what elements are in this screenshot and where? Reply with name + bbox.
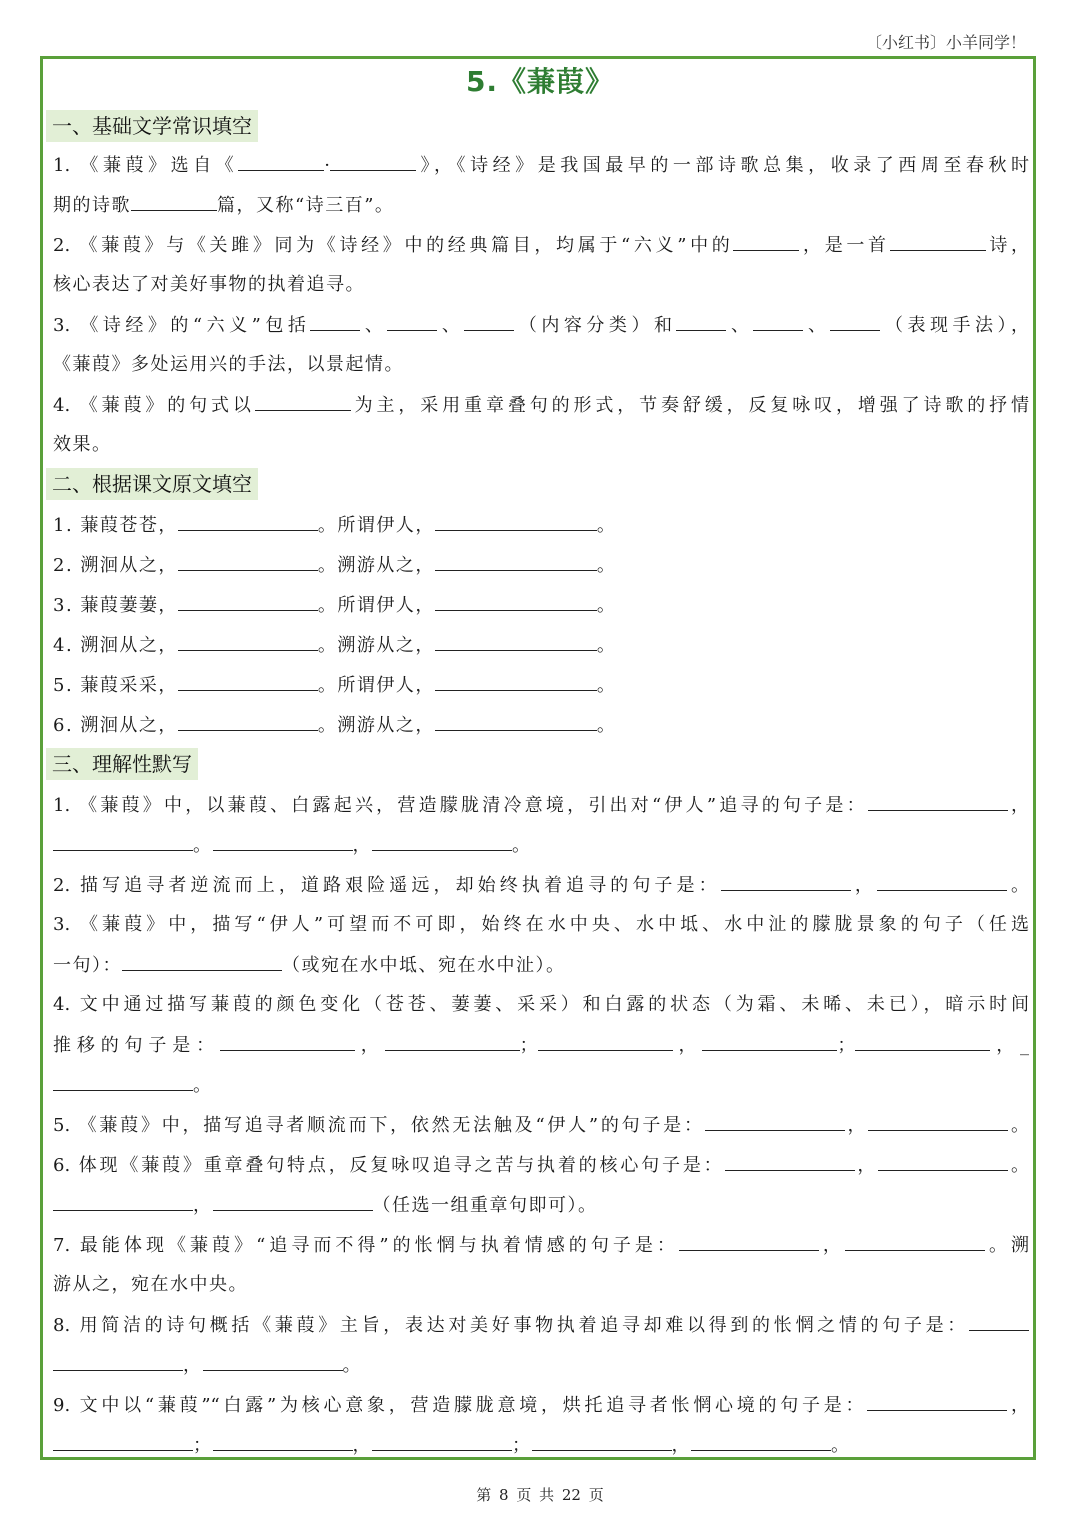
text: 。溯	[984, 1235, 1029, 1256]
text: （内容分类）和	[514, 315, 677, 336]
question-3-7-line-1	[53, 1232, 1029, 1258]
answer-blank	[213, 1192, 373, 1211]
text: 6. 溯洄从之，	[53, 715, 178, 736]
text: 期的诗歌	[53, 195, 131, 216]
text: 。	[317, 595, 338, 616]
text: ·	[324, 155, 330, 176]
answer-blank	[213, 1432, 353, 1451]
text: （表现手法），	[880, 315, 1030, 336]
question-1-4-line-1	[53, 392, 1029, 418]
answer-blank	[387, 312, 437, 331]
answer-blank	[178, 552, 318, 571]
recite-row-3	[53, 592, 1029, 618]
text: ，	[850, 875, 877, 896]
text: 。	[317, 715, 338, 736]
text: 1. 《蒹葭》中，以蒹葭、白露起兴，营造朦胧清冷意境，引出对“伊人”追寻的句子是：	[53, 795, 868, 816]
text: 。	[193, 835, 213, 856]
answer-blank	[178, 632, 318, 651]
page-title: 5.《蒹葭》	[465, 65, 615, 98]
answer-blank	[310, 312, 360, 331]
question-3-1-line-1	[53, 792, 1029, 818]
question-1-1-line-2	[53, 192, 1029, 218]
text: 。	[596, 515, 617, 536]
text: 。	[1008, 1155, 1030, 1176]
text: ；	[193, 1435, 213, 1456]
text: 。	[596, 595, 617, 616]
text: ；	[512, 1435, 532, 1456]
text: ，	[193, 1195, 213, 1216]
question-3-9-line-1	[53, 1392, 1029, 1418]
answer-blank	[877, 872, 1007, 891]
answer-blank	[830, 312, 880, 331]
text: 2. 《蒹葭》与《关雎》同为《诗经》中的经典篇目，均属于“六义”中的	[53, 235, 734, 256]
answer-blank	[178, 592, 318, 611]
text: ，	[352, 835, 372, 856]
text: ，	[183, 1355, 203, 1376]
answer-blank	[178, 512, 318, 531]
text: 游从之，宛在水中央。	[53, 1274, 248, 1295]
text: 3. 蒹葭萋萋，	[53, 595, 178, 616]
text: 一句）：	[53, 955, 122, 976]
text: 7. 最能体现《蒹葭》“追寻而不得”的怅惘与执着情感的句子是：	[53, 1235, 679, 1256]
text: ，是一首	[799, 235, 890, 256]
question-3-2	[53, 872, 1029, 898]
text: ，	[354, 1035, 385, 1056]
recite-row-2	[53, 552, 1029, 578]
answer-blank	[435, 712, 597, 731]
answer-blank	[435, 672, 597, 691]
text: 4. 《蒹葭》的句式以	[53, 395, 255, 416]
answer-blank	[435, 552, 597, 571]
question-1-1-line-1	[53, 152, 1029, 178]
answer-blank	[705, 1112, 845, 1131]
answer-blank	[868, 1112, 1008, 1131]
text: 诗，	[985, 235, 1030, 256]
answer-blank	[532, 1432, 672, 1451]
text: 所谓伊人，	[337, 595, 435, 616]
text: （或宛在水中坻、宛在水中沚）。	[282, 955, 566, 976]
text: ，	[1007, 1395, 1030, 1416]
text: ，	[818, 1235, 845, 1256]
text: ，	[672, 1035, 703, 1056]
answer-blank	[691, 1432, 831, 1451]
section-heading-original-text: 二、根据课文原文填空	[46, 468, 258, 500]
answer-blank	[372, 1432, 512, 1451]
answer-blank	[890, 232, 986, 251]
question-3-3-line-1	[53, 912, 1029, 938]
question-3-7-line-2	[53, 1272, 1029, 1298]
text: 6. 体现《蒹葭》重章叠句特点，反复咏叹追寻之苦与执着的核心句子是：	[53, 1155, 725, 1176]
text: 2. 溯洄从之，	[53, 555, 178, 576]
answer-blank	[725, 1152, 855, 1171]
text: 。	[193, 1075, 213, 1096]
question-3-6-line-1	[53, 1152, 1029, 1178]
section-heading-comprehension: 三、理解性默写	[46, 748, 198, 780]
answer-blank	[855, 1032, 990, 1051]
text: 、	[726, 315, 754, 336]
text: ；	[837, 1035, 856, 1056]
answer-blank	[53, 1192, 193, 1211]
text: （任选一组重章句即可）。	[372, 1195, 598, 1216]
answer-blank	[868, 792, 1008, 811]
answer-blank	[733, 232, 799, 251]
text: ；	[519, 1035, 538, 1056]
question-3-4-line-1	[53, 992, 1029, 1018]
answer-blank	[435, 512, 597, 531]
answer-blank	[464, 312, 514, 331]
text: 篇，又称“诗三百”。	[217, 195, 395, 216]
text: 推移的句子是：	[53, 1035, 220, 1056]
text: 。	[1008, 1115, 1030, 1136]
text: ，	[671, 1435, 691, 1456]
text: 所谓伊人，	[337, 515, 435, 536]
watermark: 〔小红书〕小羊同学！	[865, 33, 1026, 52]
text: 。	[596, 555, 617, 576]
text: ，	[352, 1435, 372, 1456]
text: 溯游从之，	[337, 715, 435, 736]
answer-blank	[721, 872, 851, 891]
answer-blank	[178, 712, 318, 731]
answer-blank	[53, 1072, 193, 1091]
text: 。	[1006, 875, 1029, 896]
answer-blank	[238, 152, 324, 171]
page-number: 第 8 页 共 22 页	[476, 1486, 604, 1504]
recite-row-5	[53, 672, 1029, 698]
text: 3. 《诗经》的“六义”包括	[53, 315, 311, 336]
text: 。	[317, 555, 338, 576]
text: 溯游从之，	[337, 635, 435, 656]
answer-blank	[385, 1032, 520, 1051]
answer-blank	[878, 1152, 1008, 1171]
text: ，	[854, 1155, 879, 1176]
question-3-4-line-3	[53, 1072, 1029, 1098]
question-3-8-line-2	[53, 1352, 1029, 1378]
text: 。	[317, 635, 338, 656]
answer-blank	[330, 152, 416, 171]
text: 。	[596, 675, 617, 696]
text: ，_	[990, 1035, 1030, 1056]
answer-blank	[122, 952, 282, 971]
recite-row-4	[53, 632, 1029, 658]
text: 》，《诗经》是我国最早的一部诗歌总集，收录了西周至春秋时	[415, 155, 1029, 176]
text: 《蒹葭》多处运用兴的手法，以景起情。	[53, 354, 404, 375]
answer-blank	[220, 1032, 355, 1051]
question-3-3-line-2	[53, 952, 1029, 978]
answer-blank	[538, 1032, 673, 1051]
text: 。	[342, 1355, 362, 1376]
text: 4. 溯洄从之，	[53, 635, 178, 656]
answer-blank	[213, 832, 353, 851]
text: 。	[317, 675, 338, 696]
answer-blank	[131, 192, 217, 211]
text: 核心表达了对美好事物的执着追寻。	[53, 274, 365, 295]
recite-row-1	[53, 512, 1029, 538]
question-3-4-line-2	[53, 1032, 1029, 1058]
text: 、	[437, 315, 465, 336]
question-1-3-line-2	[53, 352, 1029, 378]
answer-blank	[845, 1232, 985, 1251]
text: 5. 蒹葭采采，	[53, 675, 178, 696]
text: 溯游从之，	[337, 555, 435, 576]
question-1-2-line-2	[53, 272, 1029, 298]
answer-blank	[203, 1352, 343, 1371]
text: 效果。	[53, 434, 112, 455]
question-1-4-line-2	[53, 432, 1029, 458]
text: 。	[596, 715, 617, 736]
answer-blank	[255, 392, 351, 411]
text: 3. 《蒹葭》中，描写“伊人”可望而不可即，始终在水中央、水中坻、水中沚的朦胧景象的句子（任选	[53, 914, 1029, 935]
text: ，	[1007, 795, 1030, 816]
answer-blank	[679, 1232, 819, 1251]
text: 1. 蒹葭苍苍，	[53, 515, 178, 536]
text: 。	[596, 635, 617, 656]
text: ，	[844, 1115, 869, 1136]
text: 为主，采用重章叠句的形式，节奏舒缓，反复咏叹，增强了诗歌的抒情	[350, 395, 1029, 416]
question-3-8-line-1	[53, 1312, 1029, 1338]
text: 9. 文中以“蒹葭”“白露”为核心意象，营造朦胧意境，烘托追寻者怅惘心境的句子是：	[53, 1395, 868, 1416]
text: 。	[831, 1435, 851, 1456]
answer-blank	[53, 1432, 193, 1451]
answer-blank	[178, 672, 318, 691]
question-1-2-line-1	[53, 232, 1029, 258]
text: 5. 《蒹葭》中，描写追寻者顺流而下，依然无法触及“伊人”的句子是：	[53, 1115, 705, 1136]
question-3-9-line-2	[53, 1432, 1029, 1458]
answer-blank	[676, 312, 726, 331]
section-heading-basic-knowledge: 一、基础文学常识填空	[46, 110, 258, 142]
recite-row-6	[53, 712, 1029, 738]
answer-blank	[53, 832, 193, 851]
answer-blank	[372, 832, 512, 851]
question-1-3-line-1	[53, 312, 1029, 338]
text: 8. 用简洁的诗句概括《蒹葭》主旨，表达对美好事物执着追寻却难以得到的怅惘之情的句子是：	[53, 1315, 969, 1336]
answer-blank	[53, 1352, 183, 1371]
text: 。	[512, 835, 532, 856]
text: 、	[360, 315, 388, 336]
answer-blank	[969, 1312, 1029, 1331]
text: 、	[803, 315, 831, 336]
answer-blank	[435, 632, 597, 651]
answer-blank	[867, 1392, 1007, 1411]
text: 1. 《蒹葭》选自《	[53, 155, 239, 176]
question-3-5	[53, 1112, 1029, 1138]
text: 所谓伊人，	[337, 675, 435, 696]
question-3-6-line-2	[53, 1192, 1029, 1218]
text: 4. 文中通过描写蒹葭的颜色变化（苍苍、萋萋、采采）和白露的状态（为霜、未晞、未已），暗示时间	[53, 994, 1029, 1015]
answer-blank	[702, 1032, 837, 1051]
text: 。	[317, 515, 338, 536]
text: 2. 描写追寻者逆流而上，道路艰险遥远，却始终执着追寻的句子是：	[53, 875, 721, 896]
answer-blank	[435, 592, 597, 611]
question-3-1-line-2	[53, 832, 1029, 858]
answer-blank	[753, 312, 803, 331]
